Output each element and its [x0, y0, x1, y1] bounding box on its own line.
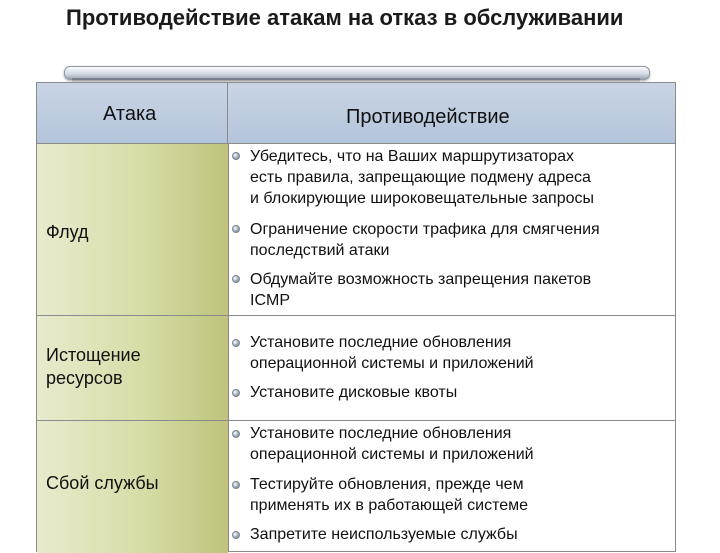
attack-label-service-failure: Сбой службы — [46, 473, 159, 493]
attack-cell-service-failure — [37, 421, 228, 553]
slide-title: Противодействие атакам на отказ в обслуживании — [66, 5, 624, 30]
bullet-icon — [232, 339, 240, 347]
bullet-icon — [232, 275, 240, 283]
bullet-icon — [232, 389, 240, 397]
row-divider — [228, 420, 675, 421]
countermeasure-item: Установите последние обновления операционной системы и приложений — [250, 425, 534, 463]
countermeasure-item: Запретите неиспользуемые службы — [250, 526, 518, 543]
attack-cell-resource-exhaustion — [37, 316, 228, 421]
bullet-icon — [232, 152, 240, 160]
header-attack-cell — [37, 83, 228, 144]
row-divider — [228, 315, 675, 316]
bullet-icon — [232, 225, 240, 233]
countermeasure-item: Обдумайте возможность запрещения пакетов ICMP — [250, 271, 592, 309]
header-attack-label: Атака — [103, 103, 157, 125]
column-separator — [228, 144, 229, 551]
bullet-icon — [232, 481, 240, 489]
countermeasure-item: Установите дисковые квоты — [250, 384, 458, 401]
countermeasure-item: Установите последние обновления операционной системы и приложений — [250, 334, 534, 372]
attack-label-resource-exhaustion: Истощение ресурсов — [46, 345, 141, 388]
header-countermeasure-cell — [228, 83, 675, 144]
bullet-icon — [232, 430, 240, 438]
countermeasure-item: Убедитесь, что на Ваших маршрутизаторах есть правила, запрещающие подмену адреса и блокирующие широковещательные запросы — [250, 148, 594, 207]
bullet-icon — [232, 531, 240, 539]
countermeasure-item: Тестируйте обновления, прежде чем применять их в работающей системе — [250, 476, 529, 514]
attack-cell-flood — [37, 144, 228, 316]
header-countermeasure-label: Противодействие — [346, 106, 510, 128]
attack-label-flood: Флуд — [46, 222, 89, 242]
countermeasure-item: Ограничение скорости трафика для смягчения последствий атаки — [250, 221, 600, 259]
